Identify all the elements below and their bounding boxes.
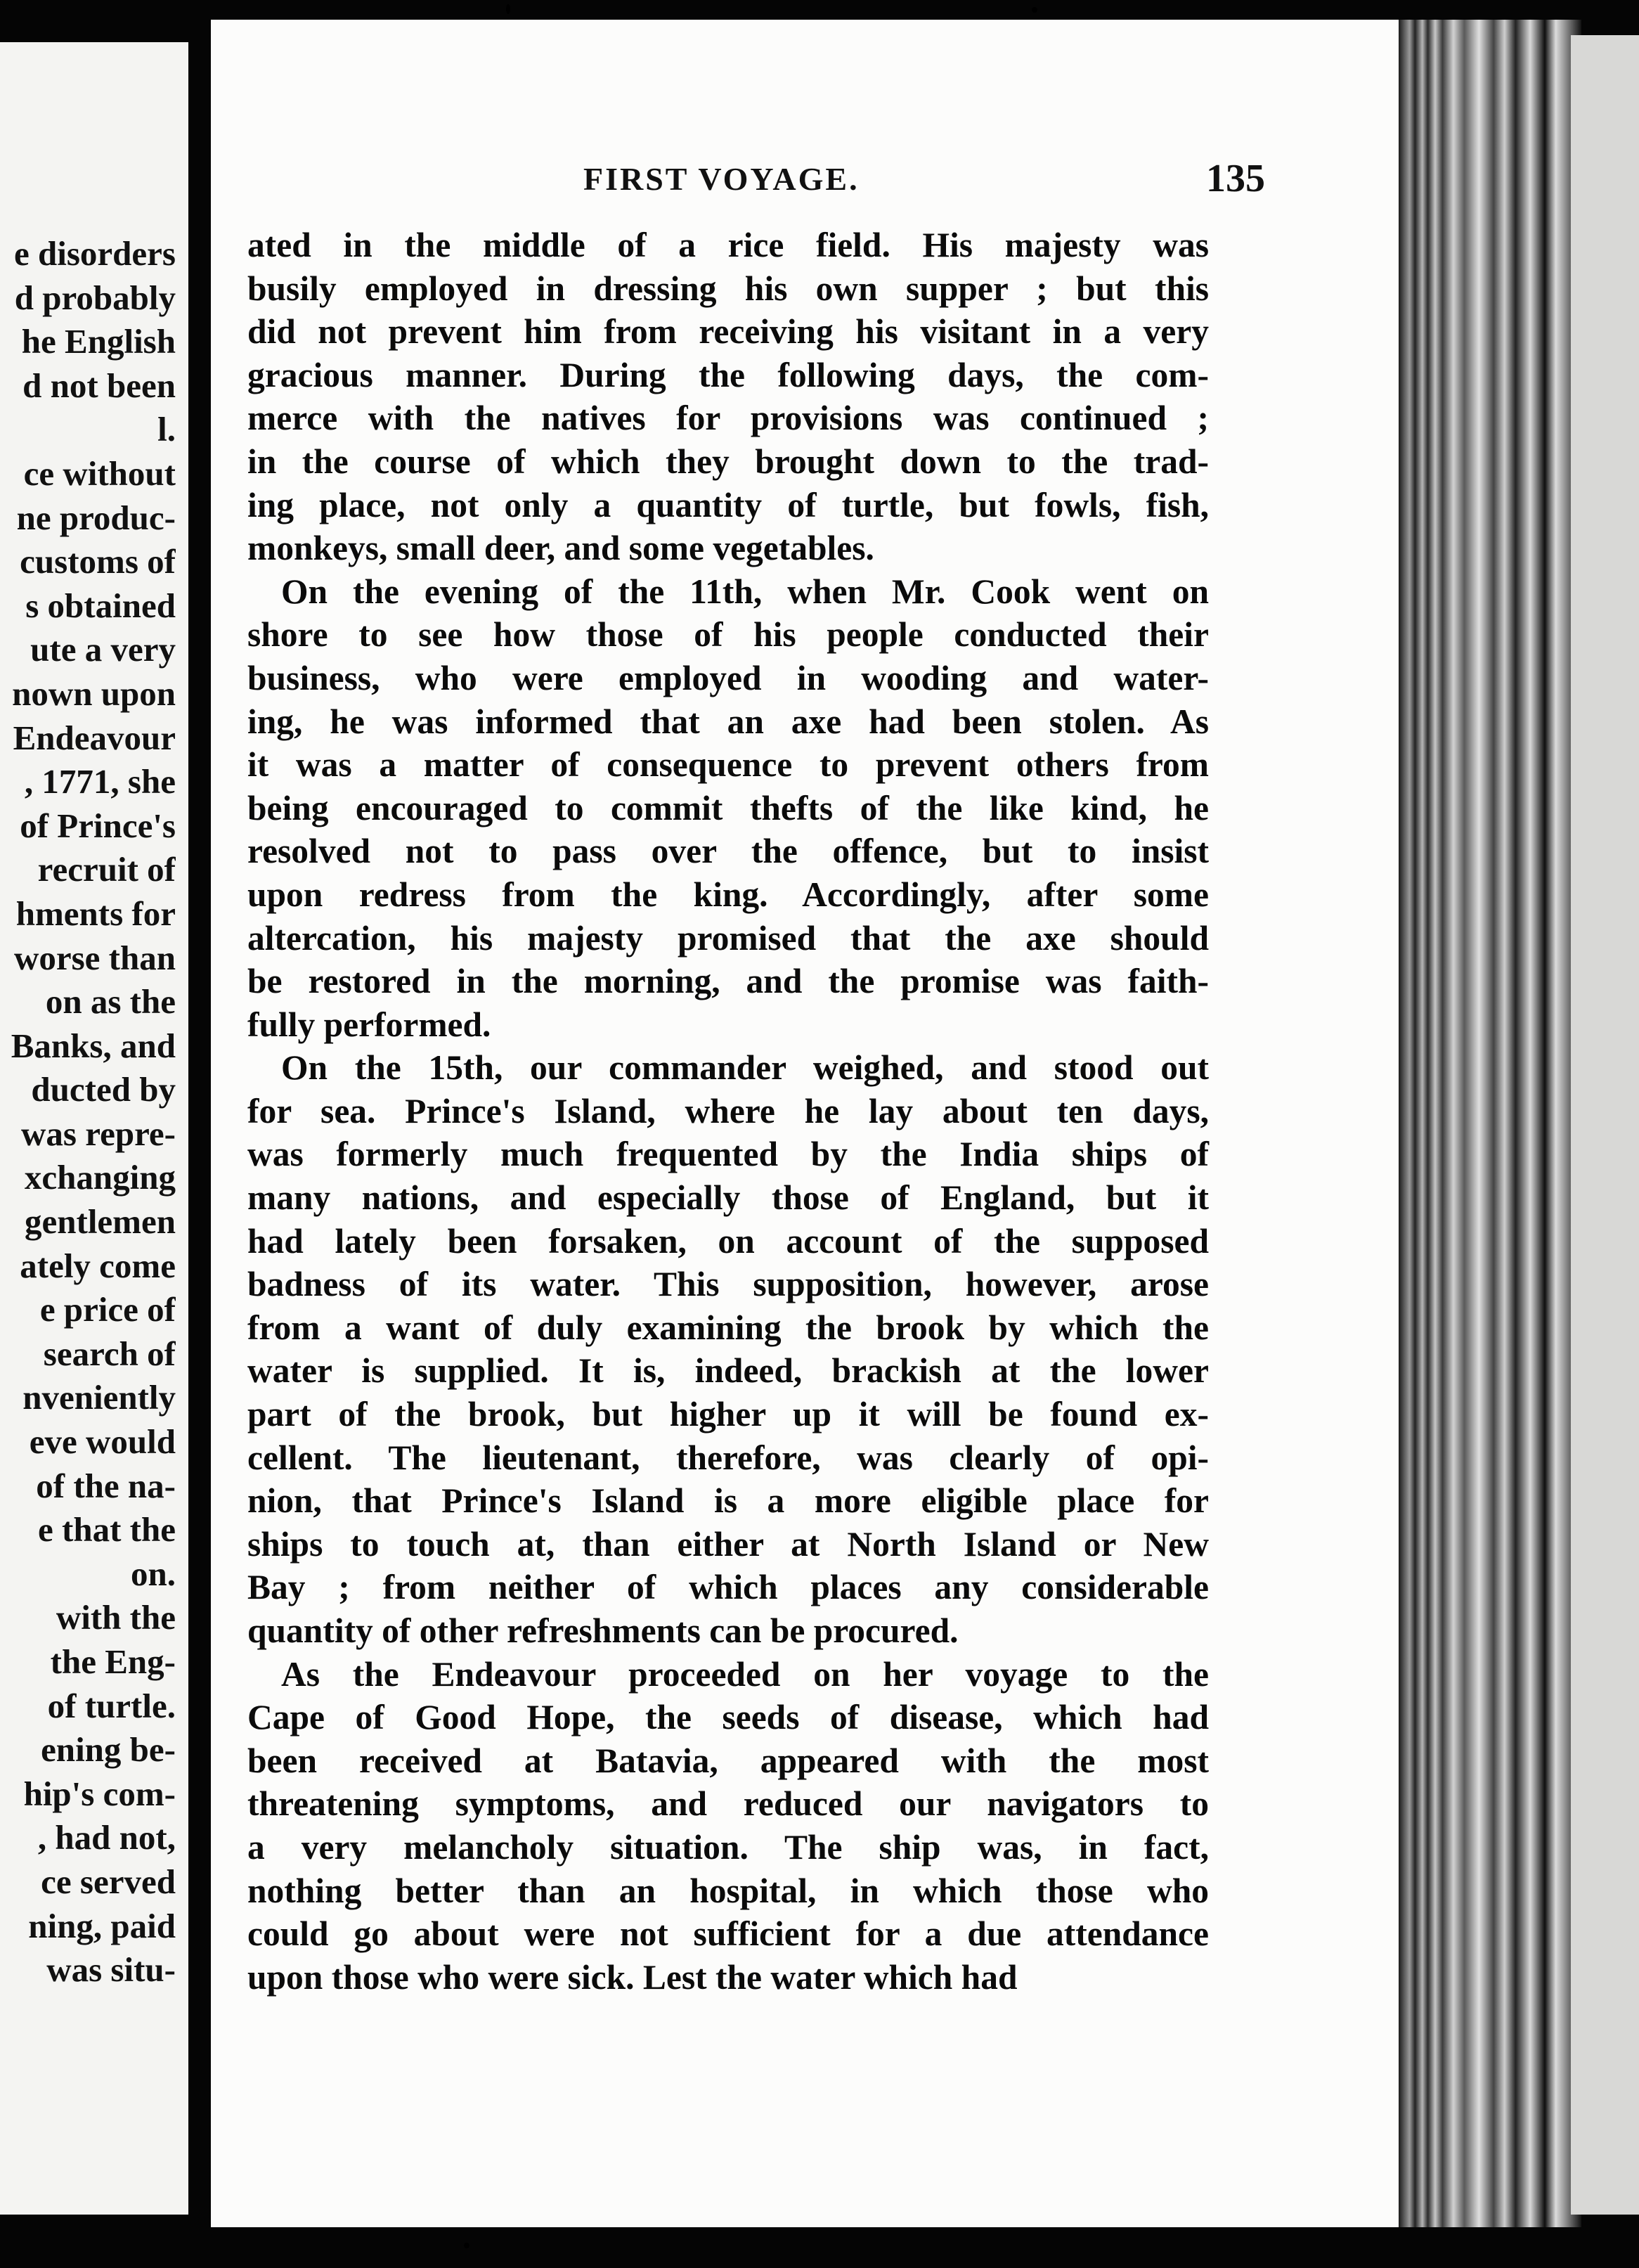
text-line: ated in the middle of a rice field. His majesty was <box>247 226 1209 264</box>
text-line: in the course of which they brought down to the trad- <box>247 442 1209 481</box>
text-line: nion, that Prince's Island is a more eligible place for <box>247 1481 1209 1521</box>
text-line: nothing better than an hospital, in which those who <box>247 1871 1209 1910</box>
text-line: Cape of Good Hope, the seeds of disease, which had <box>247 1698 1209 1737</box>
left-page-line: nown upon <box>12 674 176 713</box>
text-line: threatening symptoms, and reduced our navigators to <box>247 1784 1209 1824</box>
text-line: gracious manner. During the following days, the com- <box>247 355 1209 394</box>
left-page-line: d not been <box>22 366 176 405</box>
left-page-line: recruit of <box>37 850 176 889</box>
left-page-line: was situ- <box>46 1950 176 1990</box>
left-page-line: ducted by <box>31 1070 176 1109</box>
text-line: was formerly much frequented by the India ships of <box>247 1135 1209 1174</box>
left-page-line: ce without <box>23 453 176 493</box>
text-line: could go about were not sufficient for a due attendance <box>247 1914 1209 1954</box>
text-line: from a want of duly examining the brook by which the <box>247 1308 1209 1347</box>
left-page-line: was repre- <box>21 1114 176 1153</box>
left-page-line: customs of <box>20 542 176 581</box>
left-page-line: ening be- <box>41 1730 176 1770</box>
text-line: resolved not to pass over the offence, but to insist <box>247 832 1209 871</box>
running-title: FIRST VOYAGE. <box>583 161 860 197</box>
text-line: Bay ; from neither of which places any considerable <box>247 1568 1209 1607</box>
text-line: had lately been forsaken, on account of the supposed <box>247 1221 1209 1261</box>
left-page-line: s obtained <box>25 586 176 625</box>
text-line: quantity of other refreshments can be procured. <box>247 1611 959 1650</box>
text-line: business, who were employed in wooding and water- <box>247 658 1209 697</box>
speck <box>1032 7 1037 13</box>
left-page-line: of turtle. <box>47 1686 176 1725</box>
book-page <box>211 20 1399 2227</box>
text-line: fully performed. <box>247 1005 491 1044</box>
left-page-line: , 1771, she <box>24 762 176 801</box>
text-line: busily employed in dressing his own supper ; but this <box>247 269 1209 308</box>
left-page-line: worse than <box>13 938 176 977</box>
text-line: many nations, and especially those of England, but it <box>247 1178 1209 1218</box>
left-page-line: search of <box>43 1334 176 1373</box>
speck <box>464 2243 469 2248</box>
left-page-line: d probably <box>14 278 176 317</box>
left-page-line: e that the <box>38 1510 176 1549</box>
left-page-line: xchanging <box>24 1158 176 1197</box>
speck <box>506 4 510 14</box>
text-line: monkeys, small deer, and some vegetables. <box>247 529 874 568</box>
left-page-line: the Eng- <box>50 1642 176 1681</box>
left-page-line: of the na- <box>36 1466 176 1505</box>
text-line: being encouraged to commit thefts of the like kind, he <box>247 788 1209 827</box>
left-page-line: ne produc- <box>16 498 176 537</box>
left-page-line: of Prince's <box>20 806 176 845</box>
text-line: it was a matter of consequence to prevent others from <box>247 745 1209 785</box>
left-page-line: Endeavour <box>13 718 176 757</box>
left-page-line: hments for <box>15 894 176 933</box>
text-line: On the 15th, our commander weighed, and stood out <box>281 1048 1209 1088</box>
book-cover-edge <box>1571 35 1639 2215</box>
text-line: upon those who were sick. Lest the water which had <box>247 1957 1018 1997</box>
text-line: been received at Batavia, appeared with the most <box>247 1741 1209 1780</box>
text-line: be restored in the morning, and the promise was faith- <box>247 962 1209 1001</box>
left-page-text <box>0 232 176 1992</box>
text-line: for sea. Prince's Island, where he lay about ten days, <box>247 1091 1209 1130</box>
left-page-line: e price of <box>39 1290 176 1329</box>
page-edges <box>1399 20 1581 2227</box>
text-line: cellent. The lieutenant, therefore, was clearly of opi- <box>247 1438 1209 1477</box>
left-page-line: on. <box>130 1554 176 1593</box>
left-page-line: ute a very <box>30 630 176 669</box>
left-page-line: with the <box>56 1598 176 1637</box>
text-line: ing, he was informed that an axe had been stolen. As <box>247 702 1209 741</box>
left-page-fragment <box>0 42 188 2215</box>
text-line: part of the brook, but higher up it will be found ex- <box>247 1395 1209 1434</box>
text-line: altercation, his majesty promised that the axe should <box>247 918 1209 958</box>
left-page-line: hip's com- <box>23 1774 176 1813</box>
left-page-line: ning, paid <box>28 1906 176 1945</box>
text-line: ing place, not only a quantity of turtle, but fowls, fish, <box>247 485 1209 524</box>
text-line: upon redress from the king. Accordingly, after some <box>247 875 1209 914</box>
left-page-line: gentlemen <box>25 1202 176 1242</box>
text-line: On the evening of the 11th, when Mr. Cook went on <box>281 572 1209 611</box>
page-header <box>583 157 1399 217</box>
text-line: ships to touch at, than either at North Island or New <box>247 1524 1209 1564</box>
text-line: badness of its water. This supposition, however, arose <box>247 1265 1209 1304</box>
left-page-line: e disorders <box>14 234 176 273</box>
left-page-line: Banks, and <box>11 1026 176 1065</box>
text-line: a very melancholy situation. The ship was, in fact, <box>247 1827 1209 1867</box>
left-page-line: ce served <box>41 1862 176 1901</box>
page-number: 135 <box>1206 157 1265 200</box>
text-line: As the Endeavour proceeded on her voyage to the <box>281 1654 1209 1694</box>
left-page-line: on as the <box>45 982 176 1022</box>
body-text <box>247 224 1209 1999</box>
left-page-line: he English <box>21 322 176 361</box>
text-line: water is supplied. It is, indeed, brackish at the lower <box>247 1351 1209 1391</box>
left-page-line: ately come <box>20 1246 176 1285</box>
left-page-line: , had not, <box>37 1818 176 1857</box>
text-line: did not prevent him from receiving his visitant in a very <box>247 312 1209 352</box>
text-line: shore to see how those of his people conducted their <box>247 615 1209 655</box>
left-page-line: l. <box>157 410 176 449</box>
text-line: merce with the natives for provisions was continued ; <box>247 399 1209 438</box>
left-page-line: nveniently <box>22 1378 176 1417</box>
left-page-line: eve would <box>29 1422 176 1462</box>
